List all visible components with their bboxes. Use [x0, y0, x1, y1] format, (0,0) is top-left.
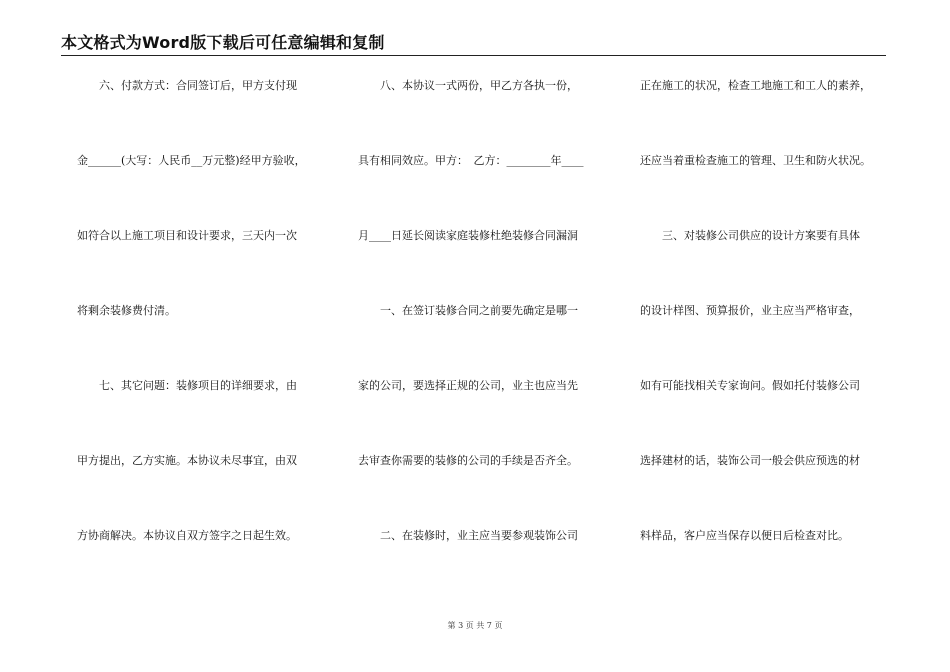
text-line: 六、付款方式：合同签订后，甲方支付现 [77, 79, 297, 92]
text-line: 金______(大写：人民币__万元整)经甲方验收， [77, 154, 306, 167]
text-line: 具有相同效应。甲方： 乙方：________年____ [358, 154, 584, 167]
text-line: 还应当着重检查施工的管理、卫生和防火状况。 [640, 154, 871, 167]
text-line: 如有可能找相关专家询问。假如托付装修公司 [640, 379, 860, 392]
text-line: 八、本协议一式两份，甲乙方各执一份， [358, 79, 578, 92]
text-line: 将剩余装修费付清。 [77, 304, 176, 317]
text-line: 选择建材的话，装饰公司一般会供应预选的材 [640, 454, 860, 467]
text-line: 三、对装修公司供应的设计方案要有具体 [640, 229, 860, 242]
page-number: 第 3 页 共 7 页 [447, 621, 503, 630]
text-line: 月____日延长阅读家庭装修杜绝装修合同漏洞 [358, 229, 578, 242]
text-line: 一、在签订装修合同之前要先确定是哪一 [358, 304, 578, 317]
header-title: 本文格式为Word版下载后可任意编辑和复制 [61, 33, 385, 52]
text-line: 如符合以上施工项目和设计要求，三天内一次 [77, 229, 297, 242]
text-line: 正在施工的状况，检查工地施工和工人的素养， [640, 79, 871, 92]
text-line: 去审查你需要的装修的公司的手续是否齐全。 [358, 454, 578, 467]
document-header [61, 33, 886, 56]
text-line: 家的公司，要选择正规的公司，业主也应当先 [358, 379, 578, 392]
text-line: 七、其它问题：装修项目的详细要求，由 [77, 379, 297, 392]
text-line: 料样品，客户应当保存以便日后检查对比。 [640, 529, 849, 542]
text-line: 二、在装修时，业主应当要参观装饰公司 [358, 529, 578, 542]
text-line: 方协商解决。本协议自双方签字之日起生效。 [77, 529, 297, 542]
text-line: 的设计样图、预算报价，业主应当严格审查， [640, 304, 860, 317]
text-line: 甲方提出，乙方实施。本协议未尽事宜，由双 [77, 454, 297, 467]
